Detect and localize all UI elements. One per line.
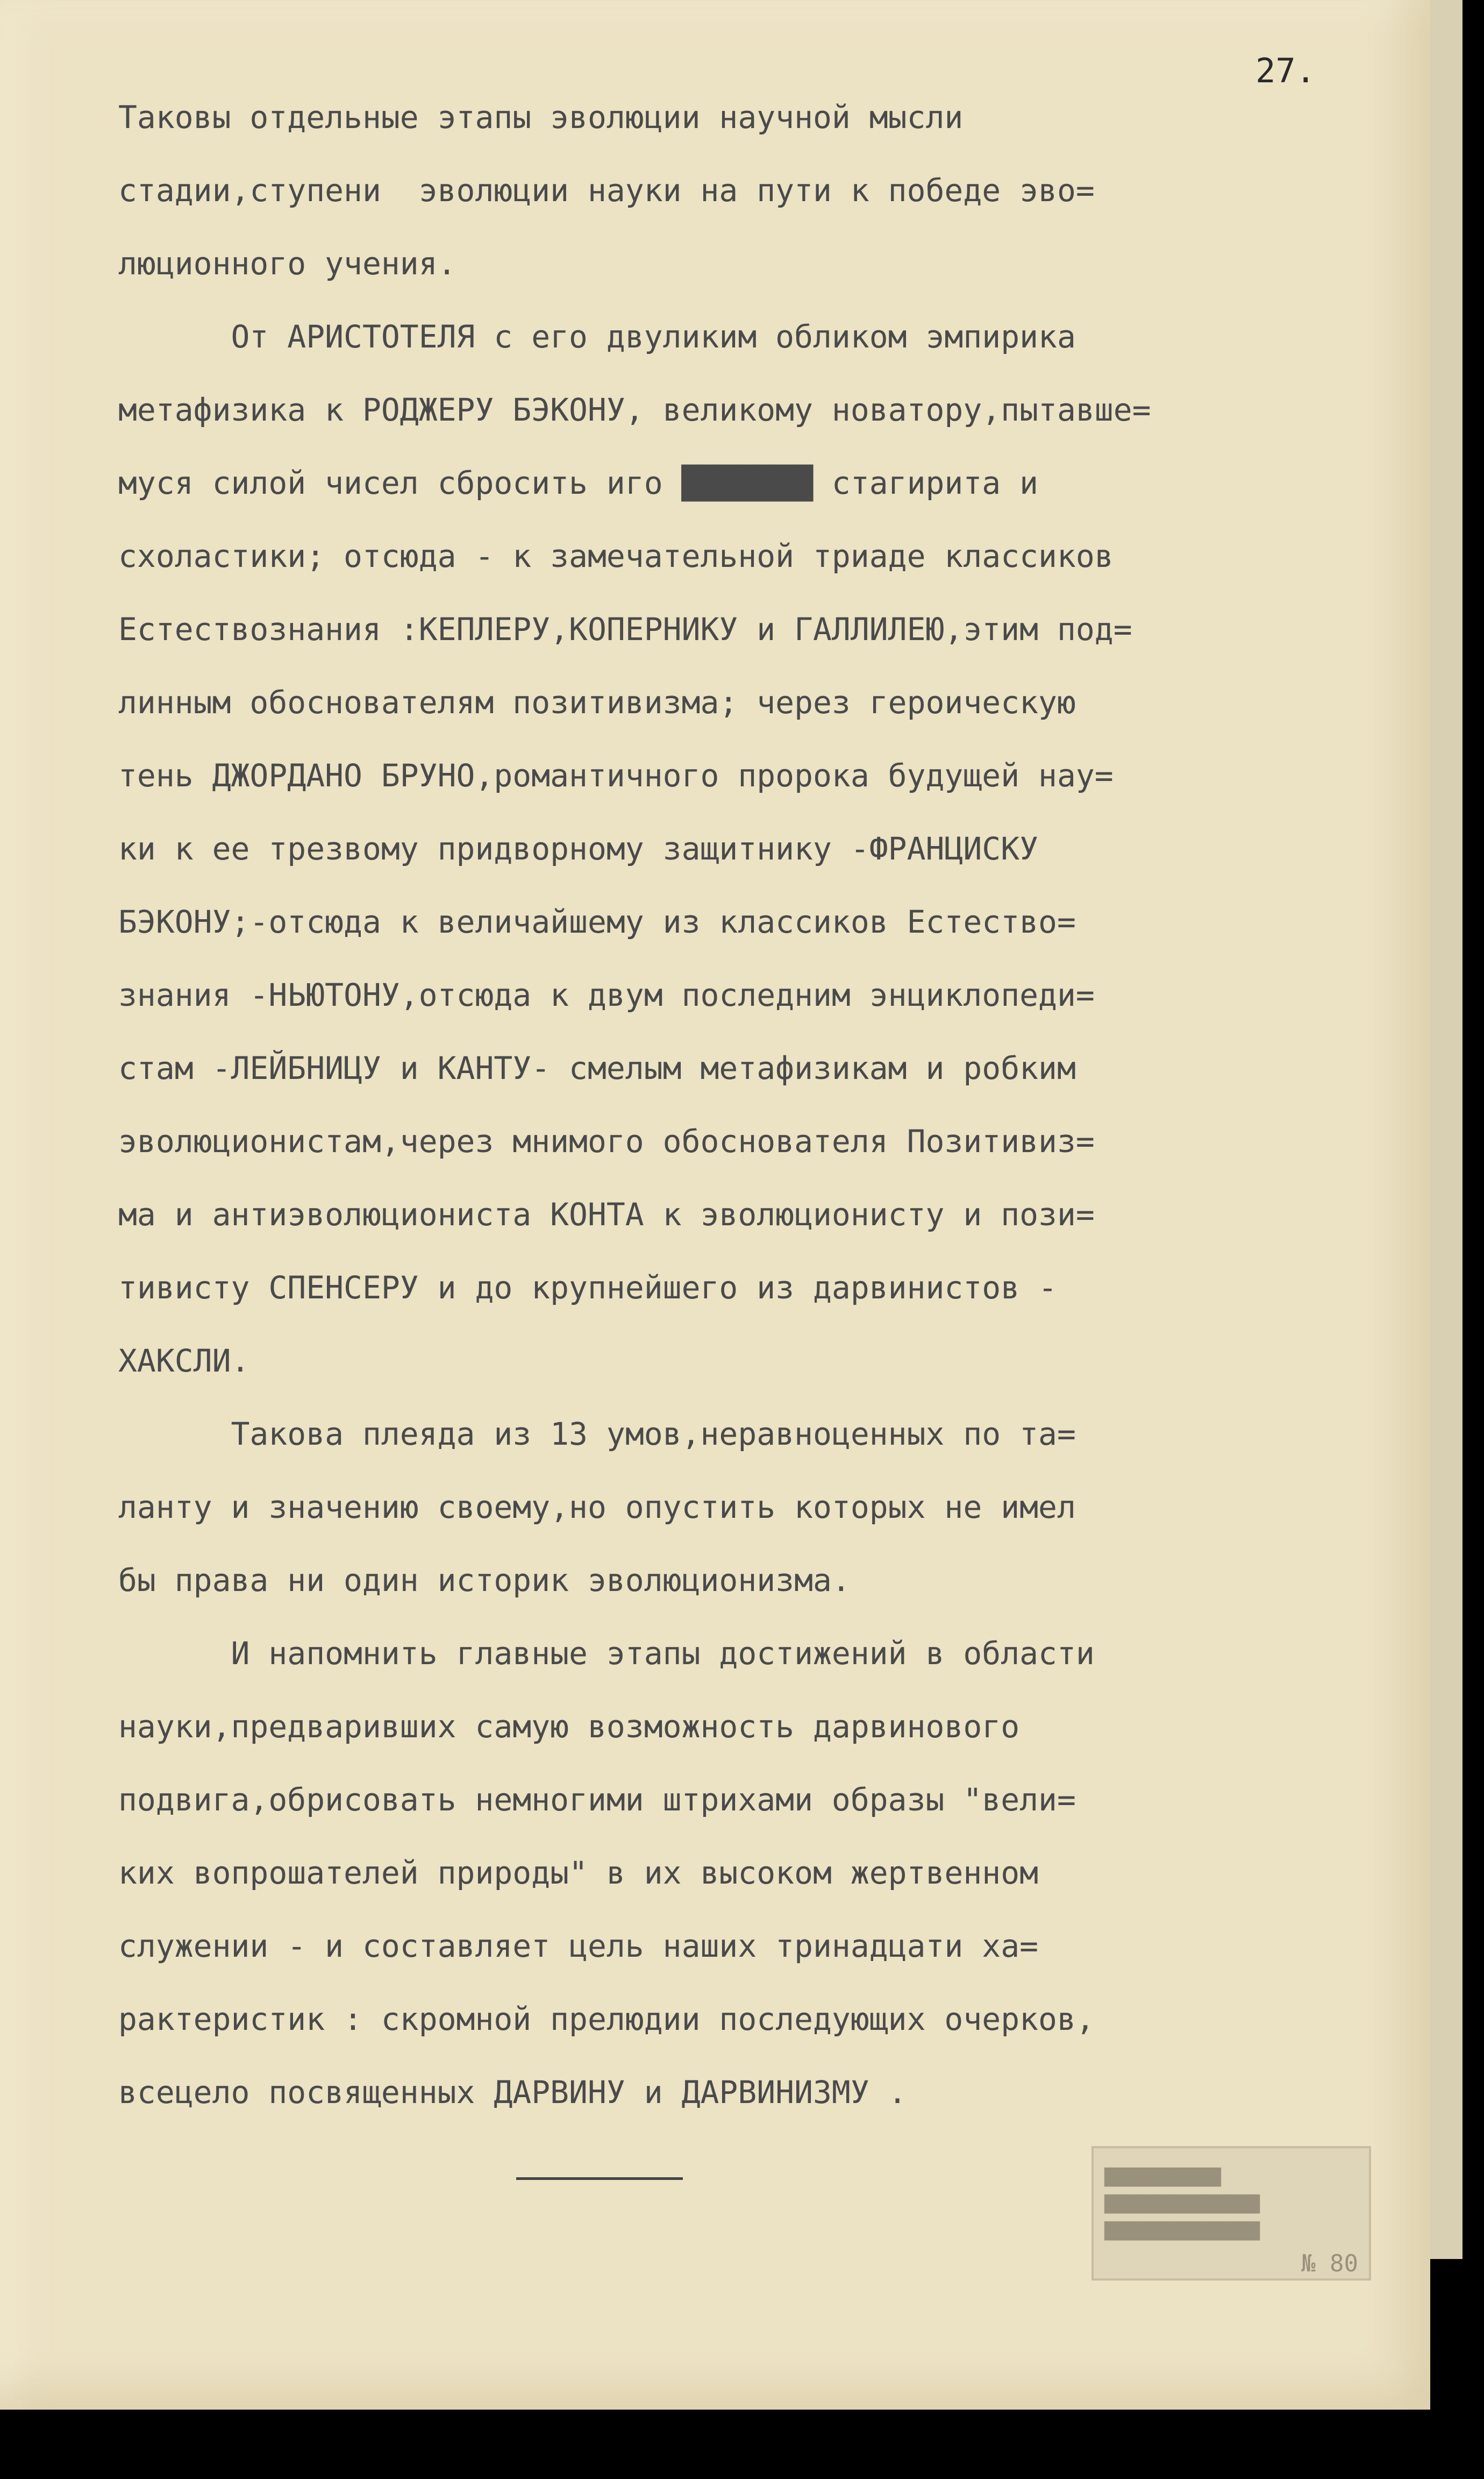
page-edge	[1430, 0, 1462, 2259]
paragraph-4: И напомнить главные этапы достижений в области науки,предваривших самую возможность дарвинового подвига,обрисовать немногими штрихами образы "вели= ких вопрошателей природы" в их высоком жертвенном служении - и составляет цель наших тринадцати ха= рактеристик : скромной прелюдии последующих очерков, всецело посвященных ДАРВИНУ и ДАРВИНИЗМУ .	[118, 1635, 1095, 2111]
archive-stamp	[1091, 2146, 1371, 2281]
paragraph-1: Таковы отдельные этапы эволюции научной мысли стадии,ступени эволюции науки на пути к победе эво= люционного учения.	[118, 99, 1095, 282]
stamp-line-1: ████████████	[1104, 2168, 1221, 2187]
typed-text-body	[118, 81, 1398, 2129]
closing-rule	[516, 2177, 683, 2180]
stamp-line-2: ████████████████	[1104, 2195, 1260, 2214]
stamp-number: № 80	[1301, 2250, 1358, 2277]
paragraph-3: Такова плеяда из 13 умов,неравноценных по та= ланту и значению своему,но опустить которых не имел бы права ни один историк эволюционизма.	[118, 1416, 1076, 1599]
stamp-line-3: ████████████████	[1104, 2222, 1260, 2241]
page-number: 27.	[1255, 51, 1316, 90]
paragraph-2: От АРИСТОТЕЛЯ с его двуликим обликом эмпирика метафизика к РОДЖЕРУ БЭКОНУ, великому новатору,пытавше= муся силой чисел сбросить иго ███████ стагирита и схоластики; отсюда - к замечательной триаде классиков Естествознания :КЕПЛЕРУ,КОПЕРНИКУ и ГАЛЛИЛЕЮ,этим под= линным обоснователям позитивизма; через героическую тень ДЖОРДАНО БРУНО,романтичного пророка будущей нау= ки к ее трезвому придворному защитнику -ФРАНЦИСКУ БЭКОНУ;-отсюда к величайшему из классиков Естество= знания -НЬЮТОНУ,отсюда к двум последним энциклопеди= стам -ЛЕЙБНИЦУ и КАНТУ- смелым метафизикам и робким эволюционистам,через мнимого обоснователя Позитивиз= ма и антиэволюциониста КОНТА к эволюционисту и пози= тивисту СПЕНСЕРУ и до крупнейшего из дарвинистов - ХАКСЛИ.	[118, 318, 1151, 1379]
